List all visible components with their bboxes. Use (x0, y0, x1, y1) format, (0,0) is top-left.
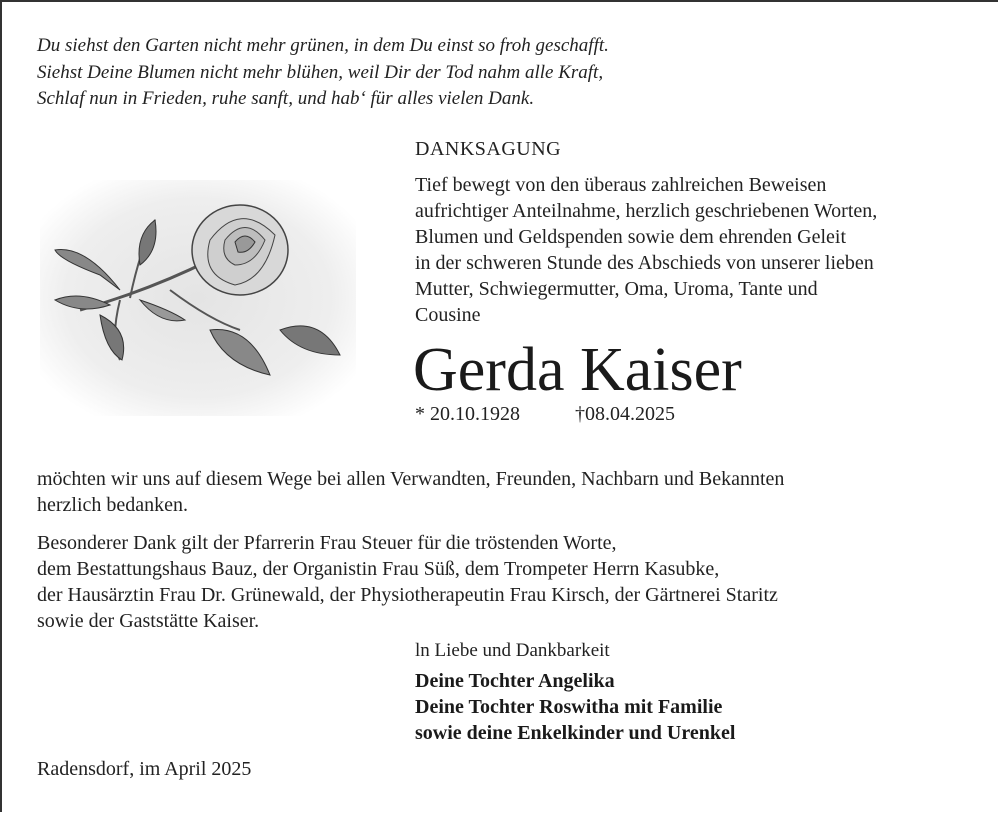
paragraph-line: Besonderer Dank gilt der Pfarrerin Frau Steuer für die tröstenden Worte, (37, 532, 617, 554)
special-thanks-paragraph (37, 530, 778, 634)
life-dates (415, 403, 675, 426)
intro-text (415, 172, 877, 328)
signer: Deine Tochter Angelika (415, 670, 615, 692)
closing-phrase: ln Liebe und Dankbarkeit (415, 640, 610, 661)
poem-line: Schlaf nun in Frieden, ruhe sanft, und hab‘ für alles vielen Dank. (37, 88, 535, 109)
poem (37, 33, 609, 113)
signers (415, 668, 735, 746)
intro-line: Tief bewegt von den überaus zahlreichen Beweisen (415, 174, 827, 196)
thanks-paragraph (37, 466, 784, 518)
poem-line: Siehst Deine Blumen nicht mehr blühen, weil Dir der Tod nahm alle Kraft, (37, 61, 604, 83)
paragraph-line: der Hausärztin Frau Dr. Grünewald, der Physiotherapeutin Frau Kirsch, der Gärtnerei Staritz (37, 584, 778, 606)
poem-line: Du siehst den Garten nicht mehr grünen, in dem Du einst so froh geschafft. (37, 35, 609, 56)
heading: DANKSAGUNG (415, 138, 562, 160)
paragraph-line: herzlich bedanken. (37, 494, 189, 516)
intro-line: Cousine (415, 304, 481, 326)
place-date: Radensdorf, im April 2025 (37, 758, 252, 780)
deceased-name: Gerda Kaiser (413, 336, 742, 404)
signer: Deine Tochter Roswitha mit Familie (415, 696, 723, 718)
paragraph-line: möchten wir uns auf diesem Wege bei allen Verwandten, Freunden, Nachbarn und Bekannten (37, 468, 785, 490)
intro-line: in der schweren Stunde des Abschieds von unserer lieben (415, 252, 874, 274)
paragraph-line: sowie der Gaststätte Kaiser. (37, 610, 260, 632)
paragraph-line: dem Bestattungshaus Bauz, der Organistin Frau Süß, dem Trompeter Herrn Kasubke, (37, 558, 720, 580)
signer: sowie deine Enkelkinder und Urenkel (415, 722, 736, 744)
intro-line: Blumen und Geldspenden sowie dem ehrenden Geleit (415, 226, 846, 248)
death-date: †08.04.2025 (575, 403, 675, 425)
intro-line: Mutter, Schwiegermutter, Oma, Uroma, Tante und (415, 278, 818, 300)
intro-line: aufrichtiger Anteilnahme, herzlich geschriebenen Worten, (415, 200, 878, 222)
birth-date: * 20.10.1928 (415, 403, 520, 425)
rose-illustration (40, 180, 356, 416)
